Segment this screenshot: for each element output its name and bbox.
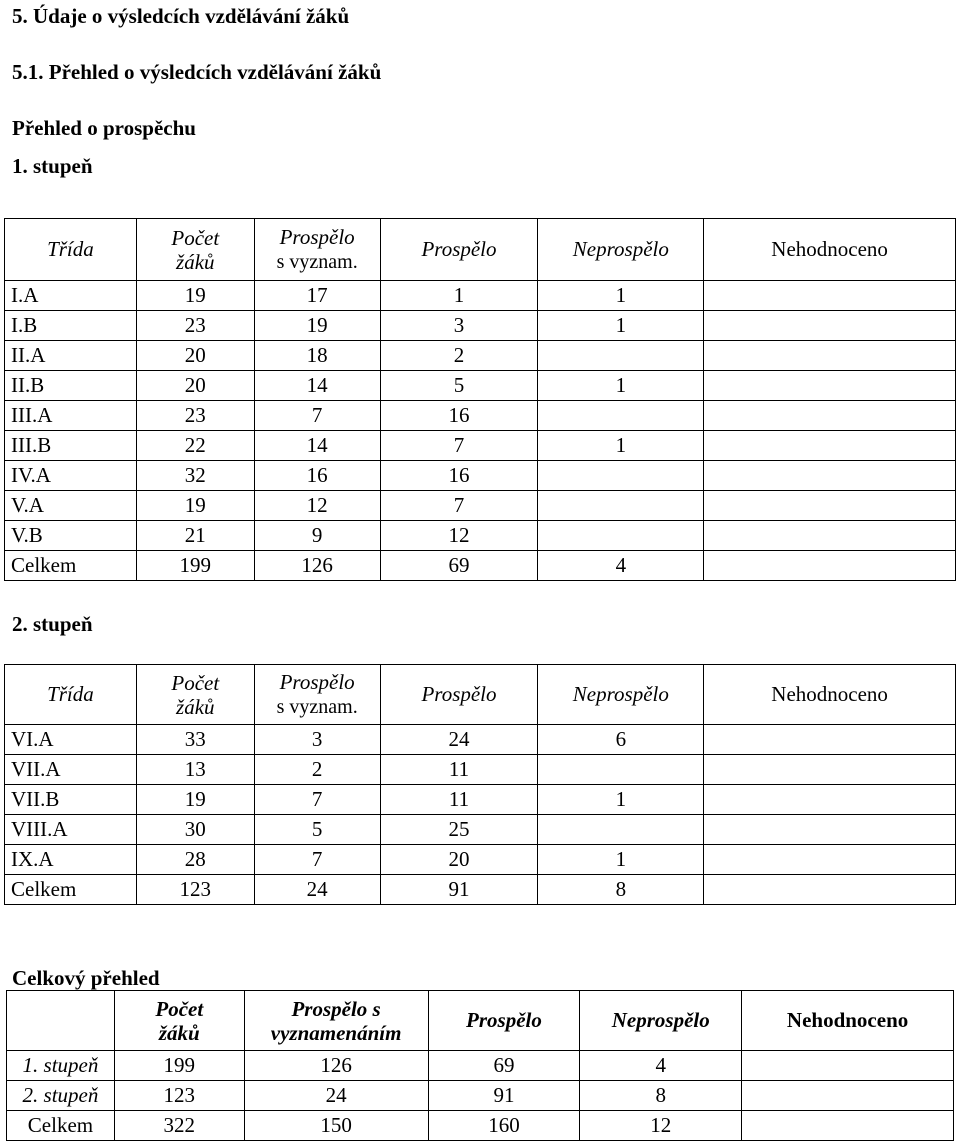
count-cell: 23 <box>136 401 254 431</box>
count-cell: 19 <box>136 785 254 815</box>
unassessed-cell <box>704 341 956 371</box>
unassessed-cell <box>704 875 956 905</box>
col-header-prospelo-vyzn: Prospělo s vyznamenáním <box>244 991 428 1051</box>
count-cell: 123 <box>114 1081 244 1111</box>
table-row <box>7 1111 954 1141</box>
table-row <box>5 461 956 491</box>
passed-cell: 24 <box>380 725 538 755</box>
class-cell: V.A <box>5 491 137 521</box>
table-row <box>7 1081 954 1111</box>
col-header-neprospelo: Neprospělo <box>580 991 742 1051</box>
honors-cell: 7 <box>254 845 380 875</box>
failed-cell: 1 <box>538 371 704 401</box>
unassessed-cell <box>704 815 956 845</box>
failed-cell <box>538 461 704 491</box>
passed-cell: 11 <box>380 755 538 785</box>
failed-cell: 8 <box>538 875 704 905</box>
failed-cell: 1 <box>538 281 704 311</box>
count-cell: 123 <box>136 875 254 905</box>
count-cell: 22 <box>136 431 254 461</box>
count-cell: 199 <box>114 1051 244 1081</box>
count-cell: 32 <box>136 461 254 491</box>
passed-cell: 25 <box>380 815 538 845</box>
class-cell: VIII.A <box>5 815 137 845</box>
passed-cell: 1 <box>380 281 538 311</box>
count-cell: 322 <box>114 1111 244 1141</box>
col-header-blank <box>7 991 115 1051</box>
unassessed-cell <box>742 1081 954 1111</box>
passed-cell: 7 <box>380 431 538 461</box>
col-header-prospelo: Prospělo <box>380 219 538 281</box>
total-table <box>6 990 954 1141</box>
table-row <box>7 1051 954 1081</box>
table-row <box>5 755 956 785</box>
stage2-table <box>4 664 956 905</box>
failed-cell <box>538 341 704 371</box>
count-cell: 20 <box>136 341 254 371</box>
table-row <box>5 311 956 341</box>
failed-cell <box>538 401 704 431</box>
honors-cell: 150 <box>244 1111 428 1141</box>
count-cell: 13 <box>136 755 254 785</box>
row-label-cell: 1. stupeň <box>7 1051 115 1081</box>
table-row <box>5 491 956 521</box>
overview-heading: Přehled o prospěchu <box>12 116 196 140</box>
class-cell: VII.A <box>5 755 137 785</box>
col-header-trida: Třída <box>5 219 137 281</box>
passed-cell: 12 <box>380 521 538 551</box>
stage2-header-row <box>5 665 956 725</box>
class-cell: VII.B <box>5 785 137 815</box>
failed-cell <box>538 815 704 845</box>
class-cell: III.B <box>5 431 137 461</box>
unassessed-cell <box>704 845 956 875</box>
class-cell: I.A <box>5 281 137 311</box>
passed-cell: 91 <box>380 875 538 905</box>
failed-cell: 12 <box>580 1111 742 1141</box>
honors-cell: 7 <box>254 785 380 815</box>
class-cell: IX.A <box>5 845 137 875</box>
unassessed-cell <box>704 461 956 491</box>
count-cell: 33 <box>136 725 254 755</box>
unassessed-cell <box>704 785 956 815</box>
count-cell: 19 <box>136 491 254 521</box>
class-cell: Celkem <box>5 551 137 581</box>
passed-cell: 16 <box>380 401 538 431</box>
table-row <box>5 281 956 311</box>
passed-cell: 3 <box>380 311 538 341</box>
count-cell: 20 <box>136 371 254 401</box>
honors-cell: 9 <box>254 521 380 551</box>
total-header-row <box>7 991 954 1051</box>
col-header-nehodnoceno: Nehodnoceno <box>742 991 954 1051</box>
col-header-prospelo-vyzn: Prospělo s vyznam. <box>254 665 380 725</box>
count-cell: 23 <box>136 311 254 341</box>
unassessed-cell <box>742 1051 954 1081</box>
count-cell: 28 <box>136 845 254 875</box>
honors-cell: 14 <box>254 431 380 461</box>
stage1-header-row <box>5 219 956 281</box>
honors-cell: 24 <box>254 875 380 905</box>
table-row <box>5 875 956 905</box>
passed-cell: 20 <box>380 845 538 875</box>
honors-cell: 126 <box>254 551 380 581</box>
unassessed-cell <box>704 551 956 581</box>
col-header-neprospelo: Neprospělo <box>538 219 704 281</box>
table-row <box>5 521 956 551</box>
col-header-nehodnoceno: Nehodnoceno <box>704 219 956 281</box>
unassessed-cell <box>704 755 956 785</box>
failed-cell <box>538 491 704 521</box>
failed-cell: 1 <box>538 431 704 461</box>
count-cell: 199 <box>136 551 254 581</box>
table-row <box>5 341 956 371</box>
col-header-nehodnoceno: Nehodnoceno <box>704 665 956 725</box>
col-header-pocet: Počet žáků <box>136 665 254 725</box>
honors-cell: 3 <box>254 725 380 755</box>
failed-cell: 4 <box>580 1051 742 1081</box>
table-row <box>5 845 956 875</box>
table-row <box>5 725 956 755</box>
stage2-heading: 2. stupeň <box>12 612 93 636</box>
failed-cell <box>538 521 704 551</box>
honors-cell: 24 <box>244 1081 428 1111</box>
count-cell: 21 <box>136 521 254 551</box>
row-label-cell: 2. stupeň <box>7 1081 115 1111</box>
col-header-pocet: Počet žáků <box>136 219 254 281</box>
failed-cell: 1 <box>538 845 704 875</box>
passed-cell: 160 <box>428 1111 580 1141</box>
honors-cell: 126 <box>244 1051 428 1081</box>
row-label-cell: Celkem <box>7 1111 115 1141</box>
unassessed-cell <box>704 371 956 401</box>
passed-cell: 5 <box>380 371 538 401</box>
unassessed-cell <box>704 281 956 311</box>
class-cell: VI.A <box>5 725 137 755</box>
failed-cell: 6 <box>538 725 704 755</box>
unassessed-cell <box>704 725 956 755</box>
unassessed-cell <box>704 401 956 431</box>
honors-cell: 17 <box>254 281 380 311</box>
failed-cell <box>538 755 704 785</box>
honors-cell: 5 <box>254 815 380 845</box>
table-row <box>5 401 956 431</box>
failed-cell: 1 <box>538 785 704 815</box>
passed-cell: 69 <box>380 551 538 581</box>
section-heading: 5. Údaje o výsledcích vzdělávání žáků <box>12 4 350 28</box>
stage1-heading: 1. stupeň <box>12 154 93 178</box>
unassessed-cell <box>704 521 956 551</box>
class-cell: IV.A <box>5 461 137 491</box>
class-cell: V.B <box>5 521 137 551</box>
col-header-prospelo: Prospělo <box>428 991 580 1051</box>
total-overview-heading: Celkový přehled <box>12 966 160 990</box>
class-cell: II.B <box>5 371 137 401</box>
passed-cell: 69 <box>428 1051 580 1081</box>
col-header-trida: Třída <box>5 665 137 725</box>
honors-cell: 19 <box>254 311 380 341</box>
table-row <box>5 785 956 815</box>
honors-cell: 14 <box>254 371 380 401</box>
class-cell: I.B <box>5 311 137 341</box>
honors-cell: 2 <box>254 755 380 785</box>
unassessed-cell <box>742 1111 954 1141</box>
col-header-prospelo-vyzn: Prospělo s vyznam. <box>254 219 380 281</box>
honors-cell: 18 <box>254 341 380 371</box>
table-row <box>5 815 956 845</box>
passed-cell: 16 <box>380 461 538 491</box>
table-row <box>5 431 956 461</box>
honors-cell: 12 <box>254 491 380 521</box>
class-cell: II.A <box>5 341 137 371</box>
honors-cell: 7 <box>254 401 380 431</box>
passed-cell: 2 <box>380 341 538 371</box>
class-cell: Celkem <box>5 875 137 905</box>
passed-cell: 91 <box>428 1081 580 1111</box>
class-cell: III.A <box>5 401 137 431</box>
failed-cell: 1 <box>538 311 704 341</box>
table-row <box>5 371 956 401</box>
passed-cell: 11 <box>380 785 538 815</box>
col-header-prospelo: Prospělo <box>380 665 538 725</box>
table-row <box>5 551 956 581</box>
unassessed-cell <box>704 431 956 461</box>
unassessed-cell <box>704 311 956 341</box>
failed-cell: 4 <box>538 551 704 581</box>
subsection-heading: 5.1. Přehled o výsledcích vzdělávání žáků <box>12 60 382 84</box>
failed-cell: 8 <box>580 1081 742 1111</box>
col-header-pocet: Počet žáků <box>114 991 244 1051</box>
count-cell: 19 <box>136 281 254 311</box>
count-cell: 30 <box>136 815 254 845</box>
unassessed-cell <box>704 491 956 521</box>
stage1-table <box>4 218 956 581</box>
passed-cell: 7 <box>380 491 538 521</box>
honors-cell: 16 <box>254 461 380 491</box>
col-header-neprospelo: Neprospělo <box>538 665 704 725</box>
